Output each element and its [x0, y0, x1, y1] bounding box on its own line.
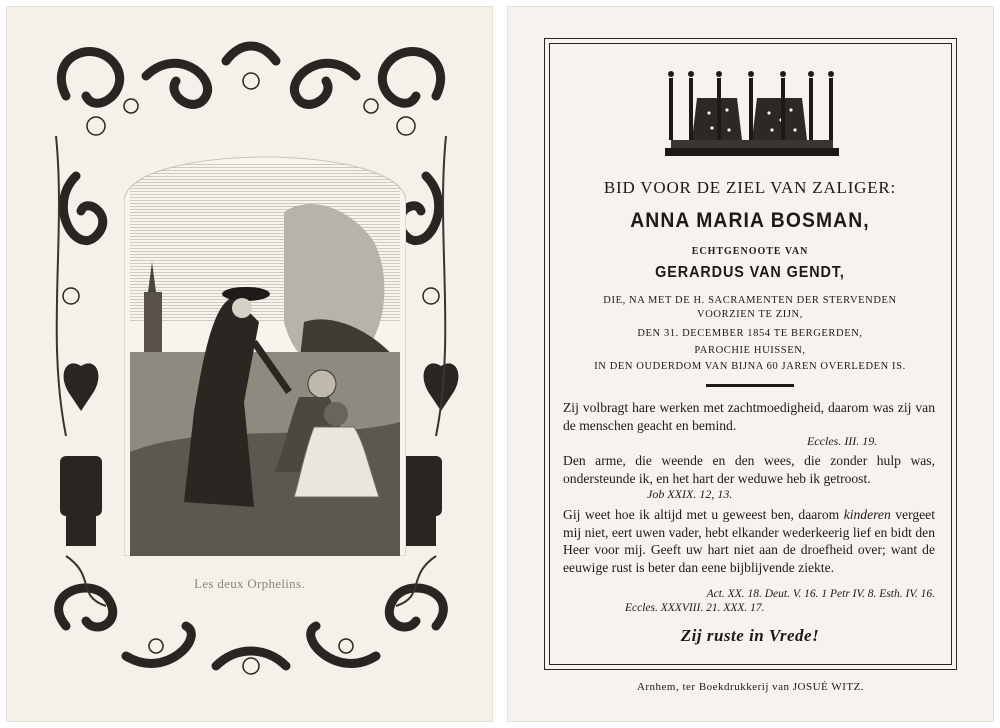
verse-reference-1: Eccles. III. 19.: [807, 434, 878, 448]
spouse-name: GERARDUS VAN GENDT,: [655, 264, 845, 281]
spouse-label: ECHTGENOOTE VAN: [691, 246, 809, 257]
memorial-card-front: [6, 6, 493, 722]
parish-line: PAROCHIE HUISSEN,: [694, 345, 806, 356]
sacraments-line-2: VOORZIEN TE ZIJN,: [697, 309, 803, 320]
verse-paragraph-3: [563, 506, 935, 576]
memorial-card-back: [507, 6, 994, 722]
deceased-name: ANNA MARIA BOSMAN,: [630, 209, 870, 232]
sacraments-line-1: DIE, NA MET DE H. SACRAMENTEN DER STERVENDEN: [603, 295, 897, 306]
altar-candles-icon: [657, 68, 847, 168]
prayer-heading: BID VOOR DE ZIEL VAN ZALIGER:: [603, 178, 897, 197]
verse-reference-2: Job XXIX. 12, 13.: [647, 487, 733, 501]
verse-paragraph-1: Zij volbragt hare werken met zachtmoedigheid, daarom was zij van de menschen geacht en bemind.: [563, 400, 935, 433]
verse-3-part-a: Gij weet hoe ik altijd met u geweest ben, daarom: [563, 507, 840, 522]
date-place-line: DEN 31. DECEMBER 1854 TE BERGERDEN,: [637, 328, 863, 339]
verse-3-italic-word: kinderen: [843, 507, 891, 522]
verse-3-part-c: vergeet mij niet, eert uwen vader, hebt elkander wederkeerig lief en bidt den Heer voor mij. Geeft uw hart niet aan de droefheid over; want de eeuwige rust is beter dan eene bijblijvende ziekte.: [563, 507, 935, 575]
verse-paragraph-2: Den arme, die weende en den wees, die zonder hulp was, ondersteunde ik, en het hart der weduwe heb ik getroost.: [563, 453, 935, 486]
closing-blessing: Zij ruste in Vrede!: [680, 626, 820, 645]
scripture-references-line-1: Act. XX. 18. Deut. V. 16. 1 Petr IV. 8. Esth. IV. 16.: [706, 588, 935, 600]
scripture-references-line-2: Eccles. XXXVIII. 21. XXX. 17.: [625, 602, 765, 614]
divider-rule: [706, 384, 794, 387]
age-line: IN DEN OUDERDOM VAN BIJNA 60 JAREN OVERLEDEN IS.: [594, 361, 906, 372]
engraving-caption: Les deux Orphelins.: [194, 576, 305, 591]
printer-imprint: Arnhem, ter Boekdrukkerij van JOSUÉ WITZ.: [636, 681, 865, 693]
engraving-two-orphans: [124, 122, 406, 556]
